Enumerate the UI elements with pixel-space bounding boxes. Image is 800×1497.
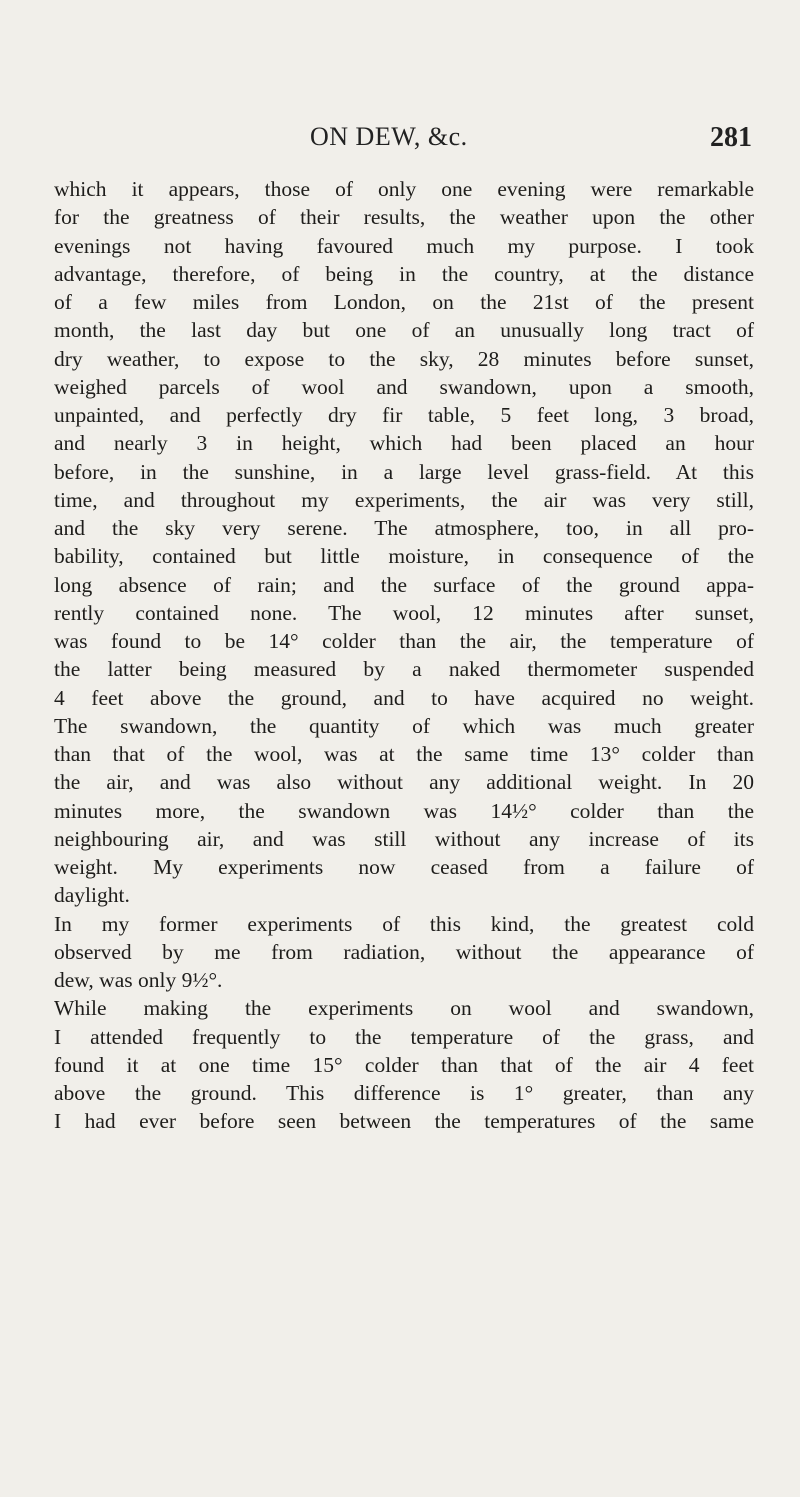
- text-line: weight. My experiments now ceased from a failure of: [54, 855, 754, 879]
- text-line: bability, contained but little moisture, in consequence of the: [54, 544, 754, 569]
- text-line: of a few miles from London, on the 21st of the present: [54, 290, 754, 314]
- text-line: before, in the sunshine, in a large level grass-field. At this: [54, 459, 754, 484]
- text-line: weighed parcels of wool and swandown, upon a smooth,: [54, 374, 754, 399]
- text-line: In my former experiments of this kind, the greatest cold: [54, 911, 754, 936]
- text-line: for the greatness of their results, the weather upon the other: [54, 205, 754, 230]
- text-line: I attended frequently to the temperature of the grass, and: [54, 1024, 754, 1049]
- text-line: which it appears, those of only one evening were remarkable: [54, 177, 754, 201]
- text-line: 4 feet above the ground, and to have acquired no weight.: [54, 685, 754, 710]
- page-number: 281: [710, 122, 752, 153]
- text-line: month, the last day but one of an unusually long tract of: [54, 318, 754, 343]
- text-line: and the sky very serene. The atmosphere, too, in all pro-: [54, 516, 754, 540]
- text-line: The swandown, the quantity of which was much greater: [54, 713, 754, 738]
- text-line: evenings not having favoured much my purpose. I took: [54, 233, 754, 258]
- text-line: minutes more, the swandown was 14½° colder than the: [54, 798, 754, 823]
- text-line: I had ever before seen between the temperatures of the same: [54, 1109, 754, 1134]
- text-line: dew, was only 9½°.: [54, 968, 223, 992]
- body-text: [54, 175, 754, 1136]
- text-line: and nearly 3 in height, which had been placed an hour: [54, 431, 754, 456]
- text-line: observed by me from radiation, without the appearance of: [54, 939, 754, 964]
- text-line: found it at one time 15° colder than that of the air 4 feet: [54, 1052, 754, 1077]
- text-line: long absence of rain; and the surface of the ground appa-: [54, 572, 754, 597]
- text-line: above the ground. This difference is 1° greater, than any: [54, 1081, 754, 1105]
- text-line: dry weather, to expose to the sky, 28 minutes before sunset,: [54, 346, 754, 371]
- text-line: than that of the wool, was at the same time 13° colder than: [54, 742, 754, 766]
- text-line: neighbouring air, and was still without any increase of its: [54, 826, 754, 851]
- running-title: ON DEW, &c.: [310, 122, 468, 151]
- text-line: time, and throughout my experiments, the air was very still,: [54, 487, 754, 512]
- text-line: rently contained none. The wool, 12 minutes after sunset,: [54, 600, 754, 625]
- text-line: advantage, therefore, of being in the country, at the distance: [54, 261, 754, 286]
- text-line: While making the experiments on wool and swandown,: [54, 996, 754, 1021]
- text-line: unpainted, and perfectly dry fir table, 5 feet long, 3 broad,: [54, 403, 754, 427]
- text-line: daylight.: [54, 883, 130, 908]
- text-line: the air, and was also without any additional weight. In 20: [54, 770, 754, 795]
- running-header: [0, 122, 800, 162]
- text-line: was found to be 14° colder than the air, the temperature of: [54, 629, 754, 653]
- text-line: the latter being measured by a naked thermometer suspended: [54, 657, 754, 682]
